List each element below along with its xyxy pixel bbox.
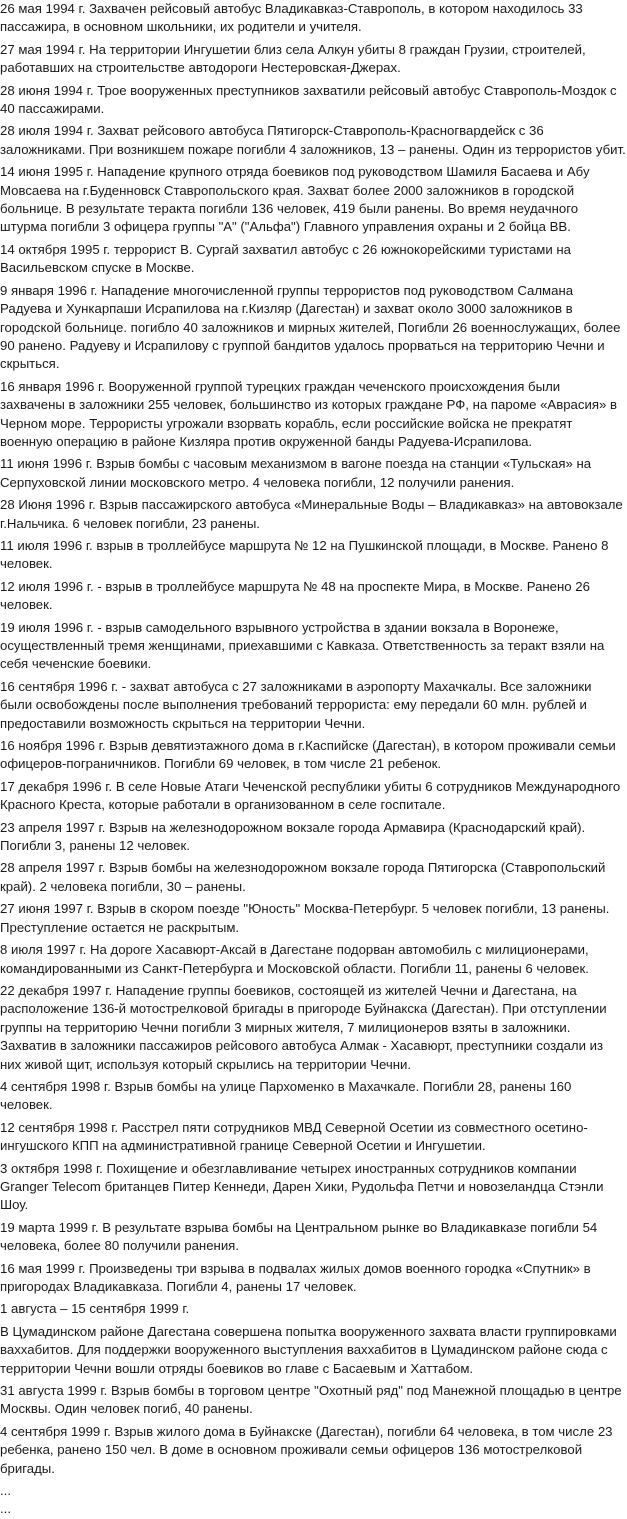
event-entry: 11 июня 1996 г. Взрыв бомбы с часовым механизмом в вагоне поезда на станции «Тульская» на Серпуховской линии московского метро. 4 человека погибли, 12 получили ранения. xyxy=(0,456,592,490)
event-entry: 28 апреля 1997 г. Взрыв бомбы на железнодорожном вокзале города Пятигорска (Ставропольский край). 2 человека погибли, 30 – ранены. xyxy=(0,860,606,894)
event-entry: 8 июля 1997 г. На дороге Хасавюрт-Аксай в Дагестане подорван автомобиль с милиционерами, командированными из Санкт-Петербурга и Московской области. Погибли 11, ранены 6 человек. xyxy=(0,942,589,976)
event-entry: 11 июля 1996 г. взрыв в троллейбусе маршрута № 12 на Пушкинской площади, в Москве. Ранено 8 человек. xyxy=(0,537,609,572)
event-entry: 9 января 1996 г. Нападение многочисленной группы террористов под руководством Салмана Радуева и Хункарпаши Исрапилова на г.Кизляр (Дагестан) и захват около 3000 заложников в городской больнице. погибло 40 заложников и мирных жителей, Погибли 26 военнослужащих, более 90 ранено. Радуеву и Исрапилову с группой бандитов удалось прорваться на территорию Чечни и скрыться. xyxy=(0,282,621,372)
event-entry: 17 декабря 1996 г. В селе Новые Атаги Чеченской республики убиты 6 сотрудников Международного Красного Креста, которые работали в организованном в селе госпитале. xyxy=(0,778,621,813)
event-entry: 14 июня 1995 г. Нападение крупного отряда боевиков под руководством Шамиля Басаева и Абу Мовсаева на г.Буденновск Ставропольского края. Захват более 2000 заложников в городской больнице. В результате теракта погибли 136 человек, 419 были ранены. Во время неудачного штурма погибли 3 офицера группы "А" ("Альфа") Главного управления охраны и 2 бойца ВВ. xyxy=(0,164,590,235)
event-entry: 4 сентября 1998 г. Взрыв бомбы на улице Пархоменко в Махачкале. Погибли 28, ранены 160 человек. xyxy=(0,1078,572,1113)
event-entry: 28 июля 1994 г. Захват рейсового автобуса Пятигорск-Ставрополь-Красногвардейск с 36 заложниками. При возникшем пожаре погибли 4 заложников, 13 – ранены. Один из террористов убит. xyxy=(0,123,626,157)
event-entry: 28 Июня 1996 г. Взрыв пассажирского автобуса «Минеральные Воды – Владикавказ» на автовокзале г.Нальчика. 6 человек погибли, 23 ранены. xyxy=(0,497,623,531)
event-entry: В Цумадинском районе Дагестана совершена попытка вооруженного захвата власти группировками ваххабитов. Для поддержки вооруженного выступления ваххабитов в Цумадинском районе сюда с территории Чечни вошли отряды боевиков во главе с Басаевым и Хаттабом. xyxy=(0,1323,617,1376)
event-entry: 23 апреля 1997 г. Взрыв на железнодорожном вокзале города Армавира (Краснодарский край). Погибли 3, ранены 12 человек. xyxy=(0,819,586,854)
event-entry: 26 мая 1994 г. Захвачен рейсовый автобус Владикавказ-Ставрополь, в котором находилось 33 пассажира, в основном школьники, их родители и учителя. xyxy=(0,1,583,35)
ellipsis-line: ... xyxy=(0,1483,11,1499)
event-entry: 27 мая 1994 г. На территории Ингушетии близ села Алкун убиты 8 граждан Грузии, строителей, работавших на строительстве автодороги Нестеровская-Джерах. xyxy=(0,41,586,76)
event-entry: 14 октября 1995 г. террорист В. Сургай захватил автобус с 26 южнокорейскими туристами на Васильевском спуске в Москве. xyxy=(0,241,572,276)
event-entry: 3 октября 1998 г. Похищение и обезглавливание четырех иностранных сотрудников компании Granger Telecom британцев Питер Кеннеди, Дарен Хики, Рудольфа Петчи и новозеландца Стэнли Шоу. xyxy=(0,1160,604,1213)
event-entry: 28 июня 1994 г. Трое вооруженных преступников захватили рейсовый автобус Ставрополь-Моздок с 40 пассажирами. xyxy=(0,82,617,117)
event-entry: 1 августа – 15 сентября 1999 г. xyxy=(0,1301,190,1317)
event-entry: 16 сентября 1996 г. - захват автобуса с 27 заложниками в аэропорту Махачкалы. Все заложники были освобождены после выполнения требований террориста: ему передали 60 млн. рублей и предоставили возможность скрыться на территории Чечни. xyxy=(0,678,592,731)
event-entry: 31 августа 1999 г. Взрыв бомбы в торговом центре "Охотный ряд" под Манежной площадью в центре Москвы. Один человек погиб, 40 ранены. xyxy=(0,1383,622,1417)
event-entry: 16 мая 1999 г. Произведены три взрыва в подвалах жилых домов военного городка «Спутник» в пригородах Владикавказа. Погибли 4, ранены 17 человек. xyxy=(0,1260,591,1294)
event-entry: 12 июля 1996 г. - взрыв в троллейбусе маршрута № 48 на проспекте Мира, в Москве. Ранено 26 человек. xyxy=(0,578,590,613)
event-entry: 16 января 1996 г. Вооруженной группой турецких граждан чеченского происхождения были захвачены в заложники 255 человек, большинство из которых граждане РФ, на пароме «Аврасия» в Черном море. Террористы угрожали взорвать корабль, если российские войска не прекратят военную операцию в районе Кизляра против окруженной банды Радуева-Исрапилова. xyxy=(0,378,617,449)
event-entry: 12 сентября 1998 г. Расстрел пяти сотрудников МВД Северной Осетии из совместного осетино-ингушского КПП на административной границе Северной Осетии и Ингушетии. xyxy=(0,1119,588,1154)
event-entry: 4 сентября 1999 г. Взрыв жилого дома в Буйнакске (Дагестан), погибли 64 человека, в том числе 23 ребенка, ранено 150 чел. В доме в основном проживали семьи офицеров 136 мотострелковой бригады. xyxy=(0,1423,613,1476)
event-entry: 27 июня 1997 г. Взрыв в скором поезде "Юность" Москва-Петербург. 5 человек погибли, 13 ранены. Преступление остается не раскрытым. xyxy=(0,901,610,935)
event-entry: 22 декабря 1997 г. Нападение группы боевиков, состоящей из жителей Чечни и Дагестана, на расположение 136-й мотострелковой бригады в пригороде Буйнакска (Дагестан). При отступлении группы на территорию Чечни погибли 3 мирных жителя, 7 милиционеров взяты в заложники. Захватив в заложники пассажиров рейсового автобуса Алмак - Хасавюрт, преступники создали из них живой щит, используя который скрылись на территории Чечни. xyxy=(0,982,607,1072)
event-entry: 19 июля 1996 г. - взрыв самодельного взрывного устройства в здании вокзала в Воронеже, осуществленный тремя женщинами, приехавшими с Кавказа. Ответственность за теракт взяли на себя чеченские боевики. xyxy=(0,619,605,672)
event-entry: 16 ноября 1996 г. Взрыв девятиэтажного дома в г.Каспийске (Дагестан), в котором проживали семьи офицеров-пограничников. Погибли 69 человек, в том числе 21 ребенок. xyxy=(0,738,616,772)
event-entry: 19 марта 1999 г. В результате взрыва бомбы на Центральном рынке во Владикавказе погибли 54 человека, более 80 получили ранения. xyxy=(0,1219,598,1254)
ellipsis-line: ... xyxy=(0,1501,11,1517)
